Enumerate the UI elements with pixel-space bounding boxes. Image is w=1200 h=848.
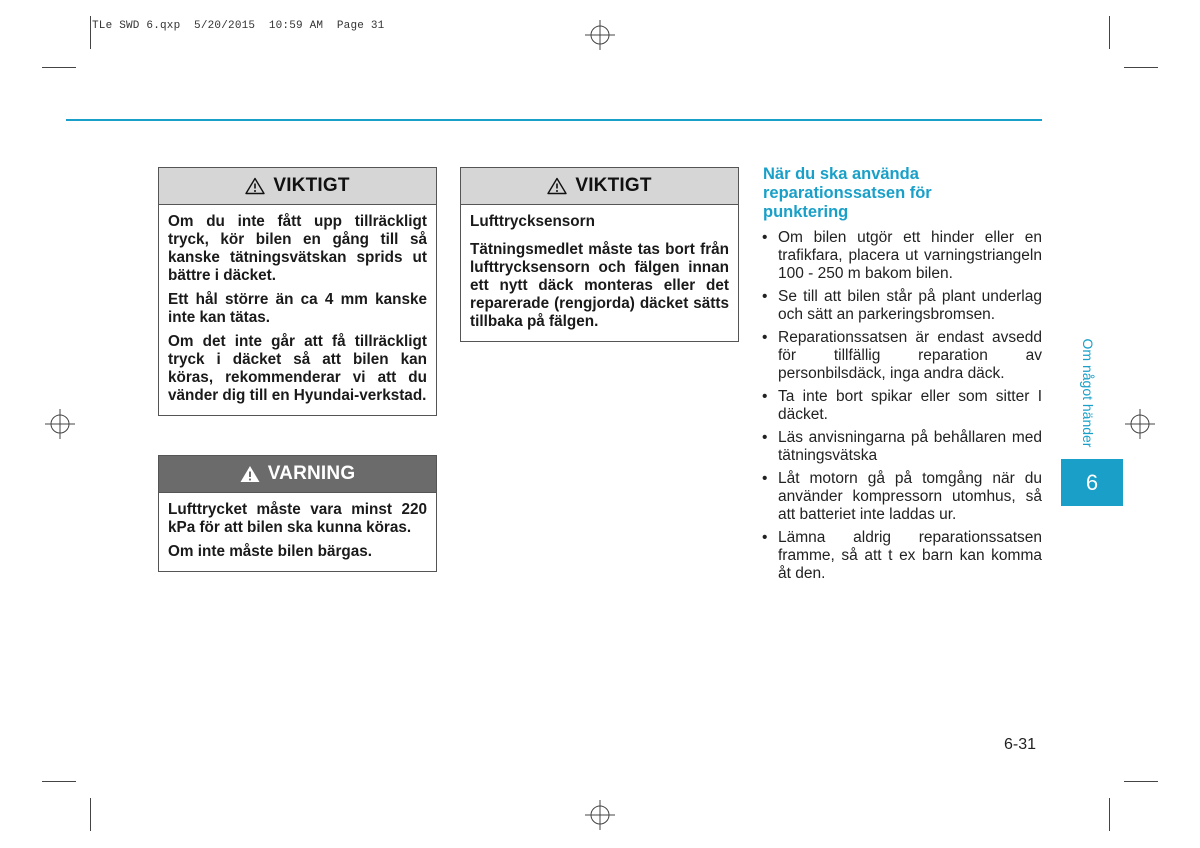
list-item: • Låt motorn gå på tomgång när du använder kompressorn utomhus, så att batteriet inte laddas ur. [762, 470, 1042, 524]
list-item: • Lämna aldrig reparationssatsen framme, så att t ex barn kan komma åt den. [762, 529, 1042, 583]
notice-paragraph: Om du inte fått upp tillräckligt tryck, kör bilen en gång till så kanske tätningsvätskan sprids ut bättre i däcket. [168, 213, 427, 284]
section-title: När du ska använda reparationssatsen för punktering [763, 165, 932, 221]
notice-subtitle: Lufttrycksensorn [470, 213, 595, 230]
crop-mark [1109, 16, 1110, 49]
chapter-label-text: Om något händer [1080, 338, 1096, 447]
crop-mark [90, 16, 91, 49]
notice-box-title: VIKTIGT [575, 175, 652, 196]
warning-triangle-outline-icon [245, 177, 265, 195]
crop-mark [1124, 67, 1158, 68]
page-number: 6-31 [1004, 736, 1037, 753]
chapter-tab [1061, 459, 1123, 506]
notice-box-viktigt-2 [460, 167, 739, 342]
notice-paragraph: Ett hål större än ca 4 mm kanske inte kan tätas. [168, 291, 427, 326]
warning-box-varning [158, 455, 437, 572]
list-item: • Se till att bilen står på plant underlag och sätt an parkeringsbromsen. [762, 288, 1042, 324]
crop-mark [90, 798, 91, 831]
warning-box-title: VARNING [267, 463, 356, 484]
notice-box-header [461, 168, 738, 205]
notice-paragraph: Tätningsmedlet måste tas bort från lufttrycksensorn och fälgen innan ett nytt däck monteras eller det reparerade (rengjorda) däcket sätts tillbaka på fälgen. [470, 241, 729, 330]
list-item: • Ta inte bort spikar eller som sitter I däcket. [762, 388, 1042, 424]
notice-paragraph: Om det inte går att få tillräckligt tryck i däcket så att bilen kan köras, rekommenderar vi att du vänder dig till en Hyundai-verkstad. [168, 333, 427, 404]
warning-box-body [159, 493, 436, 571]
warning-paragraph: Lufttrycket måste vara minst 220 kPa för att bilen ska kunna köras. [168, 501, 427, 536]
registration-mark-icon [45, 409, 75, 439]
list-item: • Reparationssatsen är endast avsedd för tillfällig reparation av personbilsdäck, inga andra däck. [762, 329, 1042, 383]
chapter-label [1078, 330, 1098, 455]
list-item: • Läs anvisningarna på behållaren med tätningsvätska [762, 429, 1042, 465]
notice-box-title: VIKTIGT [273, 175, 350, 196]
warning-box-header [159, 456, 436, 493]
notice-box-viktigt-1 [158, 167, 437, 416]
list-item: • Om bilen utgör ett hinder eller en trafikfara, placera ut varningstriangeln 100 - 250 m bakom bilen. [762, 229, 1042, 283]
notice-box-header [159, 168, 436, 205]
crop-mark [42, 67, 76, 68]
crop-mark [42, 781, 76, 782]
warning-triangle-outline-icon [547, 177, 567, 195]
chapter-number: 6 [1085, 469, 1099, 495]
header-rule [66, 119, 1042, 121]
notice-box-body [461, 205, 738, 341]
warning-triangle-filled-icon [240, 465, 260, 483]
warning-paragraph: Om inte måste bilen bärgas. [168, 543, 373, 560]
registration-mark-icon [1125, 409, 1155, 439]
instruction-list [762, 229, 1042, 588]
registration-mark-icon [585, 20, 615, 50]
crop-mark [1124, 781, 1158, 782]
notice-box-body [159, 205, 436, 415]
registration-mark-icon [585, 800, 615, 830]
crop-mark [1109, 798, 1110, 831]
print-slug: TLe SWD 6.qxp 5/20/2015 10:59 AM Page 31 [92, 20, 385, 32]
